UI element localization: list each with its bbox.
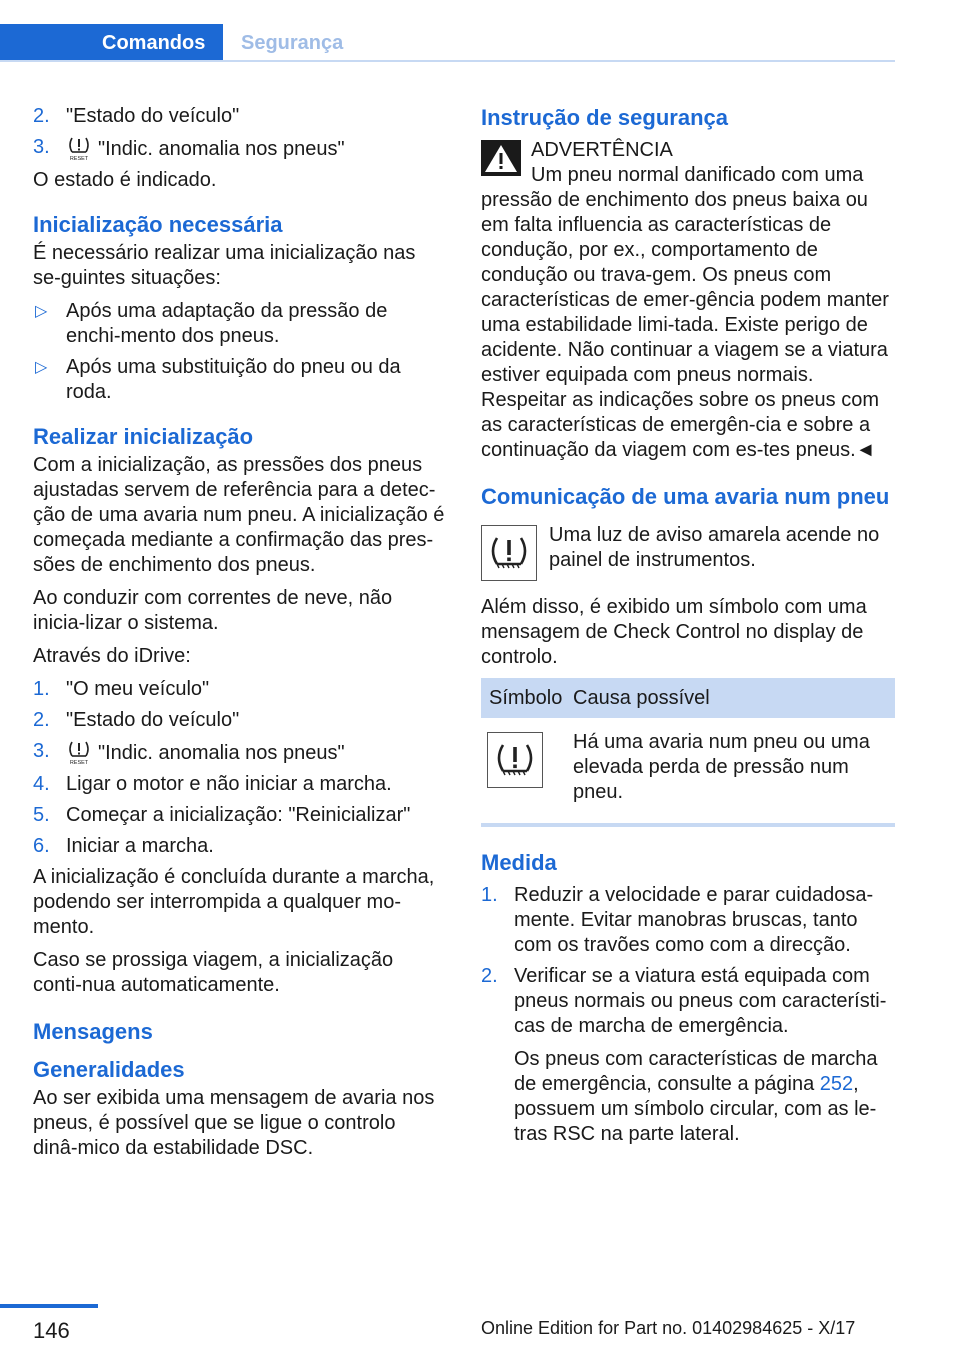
list-item [33,104,445,129]
step-text: Ligar o motor e não iniciar a marcha. [66,773,392,795]
menu-path-list [33,104,445,162]
heading-messages: Mensagens [33,1019,153,1044]
edition-note: Online Edition for Part no. 01402984625 - X/17 [481,1318,856,1338]
after-init-paragraph-1: A inicialização é concluída durante a marcha, podendo ser interrompida a qualquer mo-mento. [33,866,435,938]
measure-note-text-b: , possuem um símbolo circular, com as le-tras RSC na parte lateral. [514,1073,877,1145]
after-init-paragraph-2: Caso se prossiga viagem, a inicialização conti-nua automaticamente. [33,949,394,996]
step-item [33,677,445,702]
bullet-text: Após uma substituição do pneu ou da roda. [66,356,401,403]
heading-tire-fault: Comunicação de uma avaria num pneu [481,484,890,509]
icon-reset-label: RESET [69,156,89,161]
heading-init-needed: Inicialização necessária [33,212,283,237]
step-number: 5. [33,804,50,826]
step-item [33,739,445,766]
step-text: Iniciar a marcha. [66,835,214,857]
measure-note-text-a: Os pneus com características de marcha de emergência, consulte a página [514,1048,878,1095]
table-bottom-rule [481,823,895,827]
step-number: 6. [33,835,50,857]
page-header [0,0,895,62]
table-row [481,718,895,823]
list-item [33,135,445,162]
bullet-triangle-icon: ▷ [35,359,48,376]
bullet-item [33,299,445,349]
step-item [33,772,445,797]
tpms-warning-icon [481,525,537,581]
step-item [33,708,445,733]
tab-seguranca[interactable]: Segurança [241,32,344,54]
measure-text: Reduzir a velocidade e parar cuidadosa-mente. Evitar manobras bruscas, tanto com os travões como com a direcção. [514,884,874,956]
heading-safety: Instrução de segurança [481,105,728,130]
bullet-triangle-icon: ▷ [35,303,48,320]
do-init-paragraph-1: Com a inicialização, as pressões dos pneus ajustadas servem de referência para a detec-ção de uma avaria num pneu. A inicialização é começada mediante a confirmação das pres-sões de enchimento dos pneus. [33,454,445,576]
status-text: O estado é indicado. [33,169,217,191]
table-cell-symbol [481,718,573,823]
step-number: 2. [33,709,50,731]
measure-item [481,883,895,958]
page-link-252[interactable]: 252 [819,1073,854,1095]
table-header-row [481,678,895,718]
general-text: Ao ser exibida uma mensagem de avaria nos pneus, é possível que se ligue o controlo dinâ-mico da estabilidade DSC. [33,1087,435,1159]
tpms-reset-icon [66,739,92,765]
warning-text: Um pneu normal danificado com uma pressão de enchimento dos pneus baixa ou em falta influencia as características de condução, por ex., comportamento de condução ou trava-gem. Os pneus com características de emer-gência podem manter uma estabilidade limi-tada. Existe perigo de acidente. Não continuar a viagem se a viatura estiver equipada com pneus normais. Respeitar as indicações sobre os pneus com as características de emergên-cia e sobre a continuação da viagem com es-tes pneus.◄ [481,164,889,461]
measure-list [481,883,895,1147]
step-text: "O meu veículo" [66,678,210,700]
symbol-table [481,678,895,823]
tire-fault-text: Uma luz de aviso amarela acende no painel de instrumentos. [549,524,880,571]
header-divider [0,60,895,62]
measure-number: 1. [481,884,498,906]
list-number: 2. [33,105,50,127]
bullet-item [33,355,445,405]
step-item [33,834,445,859]
step-text: Começar a inicialização: "Reinicializar" [66,804,411,826]
measure-note [514,1047,895,1147]
do-init-paragraph-2: Ao conduzir com correntes de neve, não inicia-lizar o sistema. [33,587,393,634]
list-text: "Estado do veículo" [66,105,240,127]
idrive-steps [33,677,445,859]
bullet-text: Após uma adaptação da pressão de enchi-mento dos pneus. [66,300,388,347]
heading-measure: Medida [481,850,557,875]
step-number: 1. [33,678,50,700]
tpms-symbol-icon [493,740,537,780]
init-needed-text: É necessário realizar uma inicialização nas se-guintes situações: [33,242,416,289]
page-number: 146 [33,1318,70,1343]
measure-number: 2. [481,965,498,987]
init-needed-bullets [33,299,445,405]
step-text: "Indic. anomalia nos pneus" [98,742,345,764]
right-column [481,104,895,1155]
warning-triangle-icon [481,140,521,176]
tpms-warning-icon [487,732,543,788]
tab-comandos[interactable]: Comandos [0,24,223,62]
heading-do-init: Realizar inicialização [33,424,254,449]
table-cell-cause: Há uma avaria num pneu ou uma elevada perda de pressão num pneu. [573,731,870,803]
tpms-symbol-icon [487,533,531,573]
list-number: 3. [33,136,50,158]
step-number: 4. [33,773,50,795]
footer-accent-bar [0,1304,98,1308]
step-number: 3. [33,740,50,762]
step-text: "Estado do veículo" [66,709,240,731]
heading-general: Generalidades [33,1057,185,1082]
icon-reset-label: RESET [69,760,89,765]
warning-block [481,138,895,463]
tpms-reset-icon [66,135,92,161]
left-column [33,104,445,1169]
tire-fault-block [481,523,895,581]
list-text: "Indic. anomalia nos pneus" [98,138,345,160]
do-init-paragraph-3: Através do iDrive: [33,645,191,667]
step-item [33,803,445,828]
measure-item [481,964,895,1147]
warning-title: ADVERTÊNCIA [531,139,673,161]
table-header-cause: Causa possível [573,678,895,718]
table-header-symbol: Símbolo [481,678,573,718]
check-control-text: Além disso, é exibido um símbolo com uma mensagem de Check Control no display de controlo. [481,596,867,668]
measure-text: Verificar se a viatura está equipada com pneus normais ou pneus com característi-cas de marcha de emergência. [514,965,887,1037]
